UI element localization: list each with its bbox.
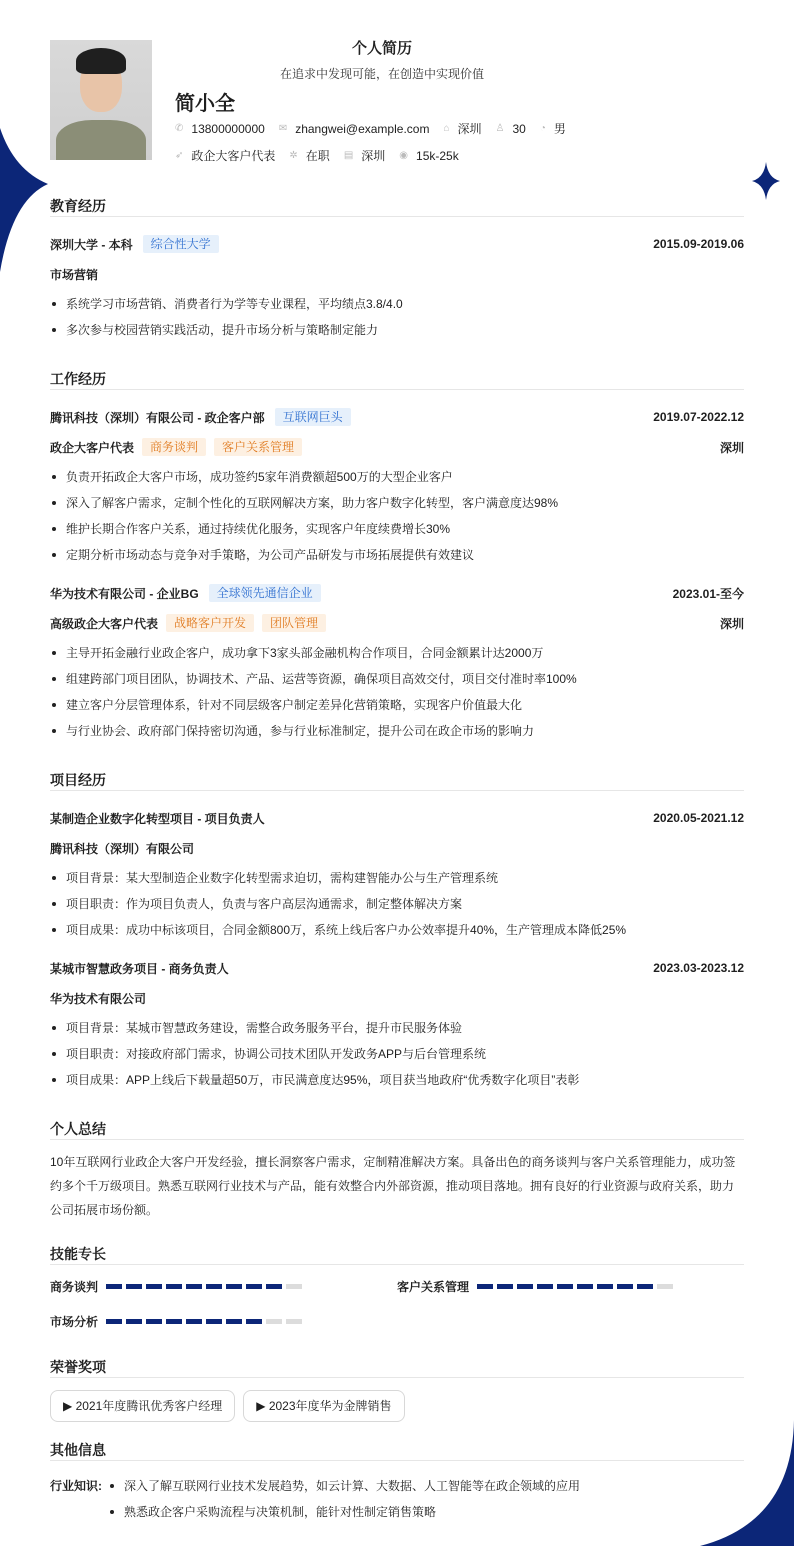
project-company: 腾讯科技（深圳）有限公司: [50, 841, 195, 856]
date: 2023.03-2023.12: [653, 961, 744, 975]
skill-level-segment: [226, 1319, 242, 1324]
skills-section: [50, 1244, 744, 1339]
skill-item: [50, 1269, 397, 1304]
section-title: 荣誉奖项: [50, 1357, 744, 1378]
list-item: 主导开拓金融行业政企客户，成功拿下3家头部金融机构合作项目，合同金额累计达2000万: [50, 640, 744, 666]
company: 华为技术有限公司 - 企业BG: [50, 586, 199, 601]
status-icon: ✲: [289, 150, 298, 161]
list-item: 项目职责：作为项目负责人，负责与客户高层沟通需求，制定整体解决方案: [50, 891, 744, 917]
skill-tag: 客户关系管理: [214, 438, 302, 456]
skill-item: [397, 1269, 744, 1304]
skill-name: 客户关系管理: [397, 1280, 470, 1294]
job-status: 在职: [305, 149, 330, 163]
skill-level-segment: [557, 1284, 573, 1289]
section-title: 教育经历: [50, 196, 744, 217]
location: 深圳: [457, 122, 482, 136]
skill-level-segment: [246, 1319, 262, 1324]
role: 政企大客户代表: [50, 440, 135, 455]
email: zhangwei@example.com: [295, 121, 430, 136]
skill-level-segment: [497, 1284, 513, 1289]
city-icon: ▤: [343, 150, 354, 161]
skill-level-segment: [637, 1284, 653, 1289]
skill-level-segment: [266, 1284, 282, 1289]
intent-row: [175, 147, 473, 164]
work-section: [50, 369, 744, 744]
contact-row: [175, 120, 580, 137]
skill-level-segment: [126, 1319, 142, 1324]
other-label: 行业知识:: [50, 1479, 102, 1493]
skill-level-segment: [146, 1284, 162, 1289]
gender: 男: [553, 122, 566, 136]
award-badge: ▶ 2021年度腾讯优秀客户经理: [50, 1390, 235, 1422]
list-item: 组建跨部门项目团队，协调技术、产品、运营等资源，确保项目高效交付，项目交付准时率100%: [50, 666, 744, 692]
award-label: 2023年度华为金牌销售: [268, 1399, 392, 1413]
skill-level-segment: [577, 1284, 593, 1289]
gender-icon: ◔: [539, 123, 546, 134]
slogan: 在追求中发现可能，在创造中实现价值: [279, 67, 484, 81]
skill-level-segment: [206, 1319, 222, 1324]
section-title: 个人总结: [50, 1119, 744, 1140]
section-title: 技能专长: [50, 1244, 744, 1265]
salary: 15k-25k: [416, 148, 459, 163]
skill-name: 商务谈判: [50, 1280, 99, 1294]
award-badge: ▶ 2023年度华为金牌销售: [243, 1390, 404, 1422]
mail-icon: ✉: [278, 123, 288, 134]
project-company: 华为技术有限公司: [50, 991, 147, 1006]
summary-section: [50, 1119, 744, 1222]
skill-level-segment: [266, 1319, 282, 1324]
skill-level-segment: [206, 1284, 222, 1289]
target-position: 政企大客户代表: [191, 149, 276, 163]
list-item: 项目成果：成功中标该项目，合同金额800万，系统上线后客户办公效率提升40%，生产管理成本降低25%: [50, 917, 744, 943]
list-item: 定期分析市场动态与竞争对手策略，为公司产品研发与市场拓展提供有效建议: [50, 542, 744, 568]
city: 深圳: [719, 616, 744, 631]
projects-section: [50, 770, 744, 1093]
skill-level-segment: [226, 1284, 242, 1289]
company-tag: 全球领先通信企业: [209, 584, 321, 602]
skill-level-segment: [477, 1284, 493, 1289]
skill-level-segment: [186, 1319, 202, 1324]
list-item: 熟悉政企客户采购流程与决策机制，能针对性制定销售策略: [108, 1499, 580, 1525]
skill-level-segment: [657, 1284, 673, 1289]
skill-item: [50, 1304, 397, 1339]
list-item: 项目背景：某城市智慧政务建设，需整合政务服务平台，提升市民服务体验: [50, 1015, 744, 1041]
skill-level-segment: [106, 1284, 122, 1289]
skill-level-bar: [477, 1284, 677, 1289]
list-item: 负责开拓政企大客户市场，成功签约5家年消费额超500万的大型企业客户: [50, 464, 744, 490]
skill-level-segment: [597, 1284, 613, 1289]
skill-level-segment: [126, 1284, 142, 1289]
skill-level-segment: [186, 1284, 202, 1289]
list-item: 多次参与校园营销实践活动，提升市场分析与策略制定能力: [50, 317, 744, 343]
age: 30: [512, 121, 526, 136]
list-item: 与行业协会、政府部门保持密切沟通，参与行业标准制定，提升公司在政企市场的影响力: [50, 718, 744, 744]
date: 2020.05-2021.12: [653, 811, 744, 825]
skill-level-segment: [617, 1284, 633, 1289]
target-city: 深圳: [361, 149, 386, 163]
project-name: 某城市智慧政务项目 - 商务负责人: [50, 961, 229, 976]
list-item: 深入了解互联网行业技术发展趋势，如云计算、大数据、人工智能等在政企领域的应用: [108, 1473, 580, 1499]
school-tag: 综合性大学: [143, 235, 219, 253]
skill-level-segment: [166, 1284, 182, 1289]
major: 市场营销: [50, 267, 99, 282]
education-section: [50, 196, 744, 343]
company-tag: 互联网巨头: [275, 408, 351, 426]
send-icon: ➶: [175, 150, 184, 161]
skill-level-segment: [166, 1319, 182, 1324]
skill-level-segment: [106, 1319, 122, 1324]
date: 2023.01-至今: [672, 586, 744, 601]
section-title: 其他信息: [50, 1440, 744, 1461]
list-item: 维护长期合作客户关系，通过持续优化服务，实现客户年度续费增长30%: [50, 516, 744, 542]
skill-level-segment: [286, 1319, 302, 1324]
list-item: 项目背景：某大型制造企业数字化转型需求迫切，需构建智能办公与生产管理系统: [50, 865, 744, 891]
skill-level-segment: [286, 1284, 302, 1289]
age-icon: ♙: [495, 123, 505, 134]
award-label: 2021年度腾讯优秀客户经理: [75, 1399, 223, 1413]
date: 2019.07-2022.12: [653, 410, 744, 424]
star-icon: [752, 162, 780, 200]
candidate-name: 简小全: [175, 93, 235, 115]
page-title: 个人简历: [351, 40, 412, 57]
date: 2015.09-2019.06: [653, 237, 744, 251]
salary-icon: ◉: [399, 150, 409, 161]
phone-icon: ✆: [175, 123, 184, 134]
list-item: 系统学习市场营销、消费者行为学等专业课程，平均绩点3.8/4.0: [50, 291, 744, 317]
skill-level-segment: [517, 1284, 533, 1289]
section-title: 项目经历: [50, 770, 744, 791]
skill-level-segment: [537, 1284, 553, 1289]
skill-tag: 团队管理: [262, 614, 326, 632]
school: 深圳大学 - 本科: [50, 237, 133, 252]
skill-tag: 战略客户开发: [166, 614, 254, 632]
section-title: 工作经历: [50, 369, 744, 390]
other-section: [50, 1440, 744, 1525]
project-name: 某制造企业数字化转型项目 - 项目负责人: [50, 811, 265, 826]
decoration-left: [0, 128, 48, 272]
list-item: 深入了解客户需求，定制个性化的互联网解决方案，助力客户数字化转型，客户满意度达98%: [50, 490, 744, 516]
company: 腾讯科技（深圳）有限公司 - 政企客户部: [50, 410, 265, 425]
skill-tag: 商务谈判: [142, 438, 206, 456]
skill-level-bar: [106, 1319, 306, 1324]
avatar: [50, 40, 152, 160]
skill-level-bar: [106, 1284, 306, 1289]
awards-section: [50, 1357, 744, 1422]
skill-level-segment: [246, 1284, 262, 1289]
list-item: 建立客户分层管理体系，针对不同层级客户制定差异化营销策略，实现客户价值最大化: [50, 692, 744, 718]
phone: 13800000000: [191, 121, 265, 136]
home-icon: ⌂: [443, 123, 450, 134]
city: 深圳: [719, 440, 744, 455]
skill-name: 市场分析: [50, 1315, 99, 1329]
role: 高级政企大客户代表: [50, 616, 159, 631]
list-item: 项目成果：APP上线后下载量超50万，市民满意度达95%，项目获当地政府“优秀数字化项目”表彰: [50, 1067, 744, 1093]
skill-level-segment: [146, 1319, 162, 1324]
list-item: 项目职责：对接政府部门需求，协调公司技术团队开发政务APP与后台管理系统: [50, 1041, 744, 1067]
summary-text: 10年互联网行业政企大客户开发经验，擅长洞察客户需求，定制精准解决方案。具备出色的商务谈判与客户关系管理能力，成功签约多个千万级项目。熟悉互联网行业技术与产品，能有效整合内外部资源，推动项目落地。拥有良好的行业资源与政府关系，助力公司拓展市场份额。: [50, 1155, 736, 1217]
